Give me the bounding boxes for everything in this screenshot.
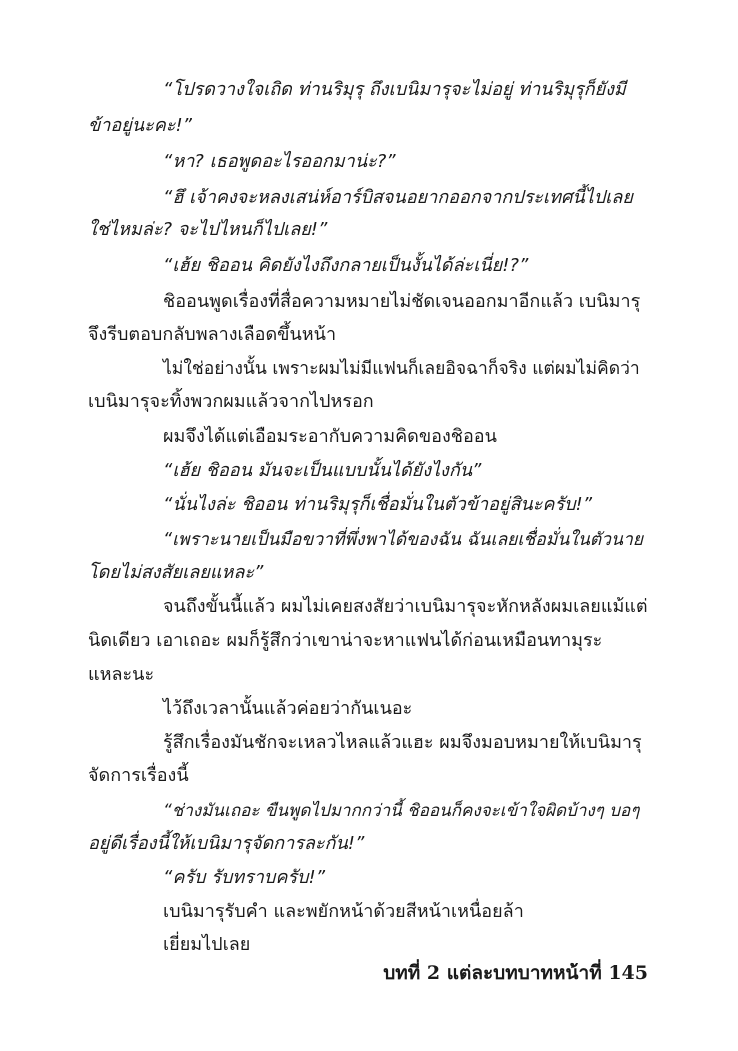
page-footer: บทที่ 2 แต่ละบทบาทหน้าที่ 145: [383, 962, 648, 984]
narration-line: จัดการเรื่องนี้: [88, 765, 189, 786]
narration-line: เยี่ยมไปเลย: [163, 934, 251, 955]
dialogue-line: อยู่ดีเรื่องนี้ให้เบนิมารุจัดการละกัน!”: [88, 833, 365, 854]
dialogue-line: “เฮ้ย ชิออน มันจะเป็นแบบนั้นได้ยังไงกัน”: [163, 460, 482, 481]
dialogue-line: “ครับ รับทราบครับ!”: [163, 867, 326, 888]
dialogue-line: “ฮึ เจ้าคงจะหลงเสน่ห์อาร์บิสจนอยากออกจากประเทศนี้ไปเลย: [163, 187, 633, 208]
dialogue-line: ข้าอยู่นะคะ!”: [88, 115, 192, 136]
narration-line: ไม่ใช่อย่างนั้น เพราะผมไม่มีแฟนก็เลยอิจฉาก็จริง แต่ผมไม่คิดว่า: [163, 359, 640, 379]
narration-line: จึงรีบตอบกลับพลางเลือดขึ้นหน้า: [88, 324, 337, 345]
narration-line: ชิออนพูดเรื่องที่สื่อความหมายไม่ชัดเจนออกมาอีกแล้ว เบนิมารุ: [163, 291, 641, 312]
narration-line: เบนิมารุรับคำ และพยักหน้าด้วยสีหน้าเหนื่อยล้า: [163, 901, 524, 922]
dialogue-line: “โปรดวางใจเถิด ท่านริมุรุ ถึงเบนิมารุจะไม่อยู่ ท่านริมุรุก็ยังมี: [163, 79, 626, 100]
dialogue-line: โดยไม่สงสัยเลยแหละ”: [88, 562, 264, 583]
narration-line: ผมจึงได้แต่เอือมระอากับความคิดของชิออน: [163, 426, 497, 447]
dialogue-line: “ช่างมันเถอะ ขืนพูดไปมากกว่านี้ ชิออนก็คงจะเข้าใจผิดบ้างๆ บอๆ: [163, 801, 640, 821]
narration-line: ไว้ถึงเวลานั้นแล้วค่อยว่ากันเนอะ: [163, 698, 413, 719]
dialogue-line: “เพราะนายเป็นมือขวาที่พึ่งพาได้ของฉัน ฉันเลยเชื่อมั่นในตัวนาย: [163, 530, 644, 550]
dialogue-line: “นั่นไงล่ะ ชิออน ท่านริมุรุก็เชื่อมั่นในตัวข้าอยู่สินะครับ!”: [163, 494, 593, 515]
narration-line: แหละนะ: [88, 664, 155, 685]
dialogue-line: “เฮ้ย ชิออน คิดยังไงถึงกลายเป็นงั้นได้ล่ะเนี่ย!?”: [163, 255, 529, 276]
narration-line: จนถึงขั้นนี้แล้ว ผมไม่เคยสงสัยว่าเบนิมารุจะหักหลังผมเลยแม้แต่: [163, 596, 648, 617]
narration-line: รู้สึกเรื่องมันชักจะเหลวไหลแล้วแฮะ ผมจึงมอบหมายให้เบนิมารุ: [163, 732, 642, 753]
dialogue-line: “หา? เธอพูดอะไรออกมาน่ะ?”: [163, 151, 396, 172]
narration-line: เบนิมารุจะทิ้งพวกผมแล้วจากไปหรอก: [88, 391, 374, 412]
dialogue-line: ใช่ไหมล่ะ? จะไปไหนก็ไปเลย!”: [88, 219, 328, 240]
narration-line: นิดเดียว เอาเถอะ ผมก็รู้สึกว่าเขาน่าจะหาแฟนได้ก่อนเหมือนทามุระ: [88, 630, 603, 651]
